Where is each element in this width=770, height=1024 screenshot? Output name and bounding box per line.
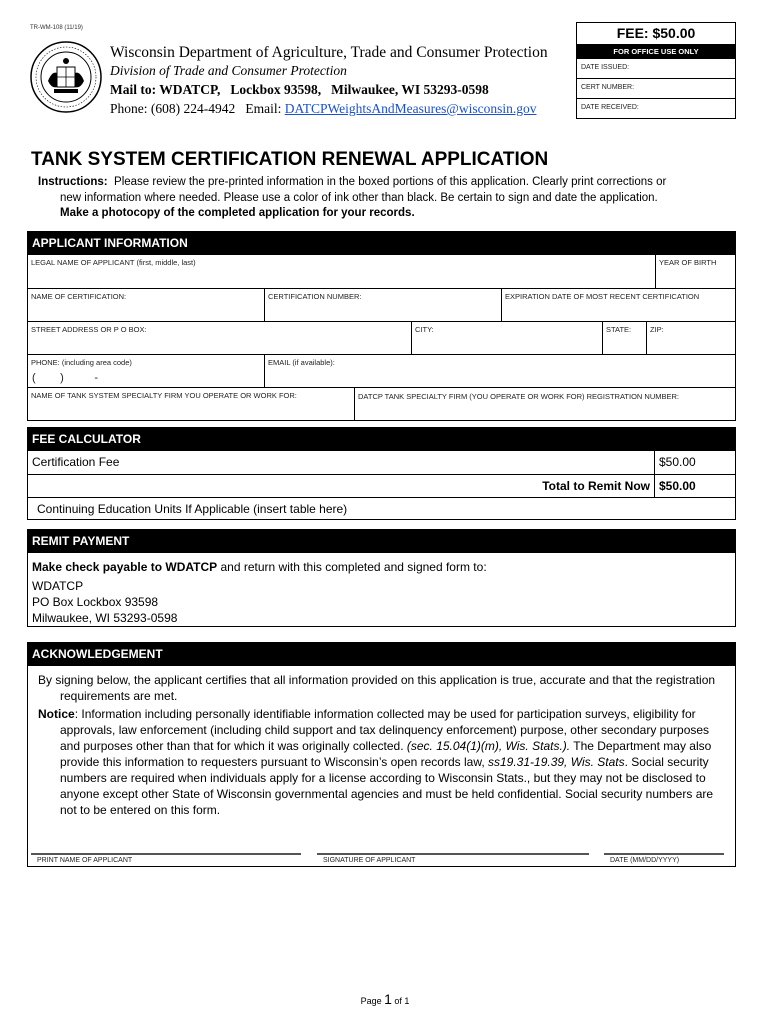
mail-address bbox=[110, 80, 548, 99]
page-num: 1 bbox=[384, 991, 392, 1007]
agency-block bbox=[110, 43, 548, 118]
form-id: TR-WM-108 (11/19) bbox=[30, 25, 83, 31]
zip-field[interactable]: ZIP: bbox=[646, 322, 735, 354]
agency-name: Wisconsin Department of Agriculture, Trade and Consumer Protection bbox=[110, 44, 548, 61]
firm-name-field[interactable]: NAME OF TANK SYSTEM SPECIALTY FIRM YOU OPERATE OR WORK FOR: bbox=[31, 391, 297, 400]
email-field[interactable]: EMAIL (if available): bbox=[264, 355, 735, 387]
street-field[interactable]: STREET ADDRESS OR P O BOX: bbox=[31, 325, 147, 334]
legal-name-field[interactable]: LEGAL NAME OF APPLICANT (first, middle, last) bbox=[31, 258, 196, 267]
notice-cite1: (sec. 15.04(1)(m), Wis. Stats.). bbox=[406, 739, 571, 753]
date-issued-field: DATE ISSUED: bbox=[577, 59, 735, 79]
contact-line bbox=[110, 99, 548, 118]
instructions-line1: Please review the pre-printed information in the boxed portions of this application. Clearly print corrections or bbox=[114, 176, 667, 188]
page-number bbox=[0, 991, 770, 1007]
remit-check-bold: Make check payable to WDATCP bbox=[32, 560, 218, 574]
ceu-note: Continuing Education Units If Applicable (insert table here) bbox=[37, 502, 348, 516]
phone-text: Phone: (608) 224-4942 bbox=[110, 101, 236, 116]
notice-label: Notice bbox=[38, 707, 75, 721]
office-use-label: FOR OFFICE USE ONLY bbox=[577, 45, 735, 59]
phone-field[interactable] bbox=[28, 355, 264, 387]
cert-name-field[interactable]: NAME OF CERTIFICATION: bbox=[31, 292, 127, 301]
cert-fee-label: Certification Fee bbox=[32, 455, 120, 469]
cert-fee-amount: $50.00 bbox=[654, 451, 735, 474]
ack-heading: ACKNOWLEDGEMENT bbox=[28, 643, 735, 666]
city-field[interactable]: CITY: bbox=[411, 322, 602, 354]
state-seal-icon bbox=[30, 41, 102, 113]
email-link[interactable]: DATCPWeightsAndMeasures@wisconsin.gov bbox=[284, 101, 537, 116]
instructions bbox=[38, 175, 738, 222]
state-field[interactable]: STATE: bbox=[602, 322, 646, 354]
office-use-box bbox=[576, 22, 736, 119]
remit-check-rest: and return with this completed and signed form to: bbox=[217, 560, 487, 574]
mail-city: Milwaukee, WI 53293-0598 bbox=[331, 82, 489, 97]
ack-para1: By signing below, the applicant certifies that all information provided on this application is true, accurate and that the registration requirements are met. bbox=[38, 673, 716, 703]
notice-a: : Information including personally identifiable information collected may be used for participation surveys, eligibility for approvals, law enforcement (including child support and tax delinquency enforcement) purpose, other secondary purposes and purposes other than that for which it was originally collected. bbox=[60, 707, 710, 753]
mail-lockbox: Lockbox 93598, bbox=[230, 82, 322, 97]
ack-notice bbox=[38, 706, 725, 818]
page-title: TANK SYSTEM CERTIFICATION RENEWAL APPLICATION bbox=[31, 149, 549, 170]
ack-section bbox=[27, 642, 736, 867]
signature-line[interactable]: SIGNATURE OF APPLICANT bbox=[317, 853, 589, 864]
cert-number-field: CERT NUMBER: bbox=[577, 79, 735, 99]
page-word: Page bbox=[360, 996, 382, 1006]
remit-addr2: PO Box Lockbox 93598 bbox=[32, 595, 159, 609]
email-label: Email: bbox=[245, 101, 282, 116]
total-label: Total to Remit Now bbox=[542, 479, 650, 493]
instructions-line3: Make a photocopy of the completed application for your records. bbox=[60, 207, 415, 219]
fee-heading: FEE CALCULATOR bbox=[28, 428, 735, 451]
phone-label: PHONE: (including area code) bbox=[31, 358, 132, 367]
instructions-label: Instructions: bbox=[38, 176, 108, 188]
remit-heading: REMIT PAYMENT bbox=[28, 530, 735, 553]
applicant-heading: APPLICANT INFORMATION bbox=[28, 232, 735, 255]
date-line[interactable]: DATE (MM/DD/YYYY) bbox=[604, 853, 724, 864]
page-of: of 1 bbox=[394, 996, 410, 1006]
notice-b: The Department may also provide this information to requesters pursuant to Wisconsin’s open records law, bbox=[60, 739, 712, 769]
remit-addr1: WDATCP bbox=[32, 579, 84, 593]
total-amount: $50.00 bbox=[654, 475, 735, 497]
date-received-field: DATE RECEIVED: bbox=[581, 104, 639, 111]
notice-c: . Social security numbers are required when individuals apply for a license according to Wisconsin Stats., but they may not be disclosed to anyone except other State of Wisconsin governmental agencies and must be held confidential. Social security numbers are not to be entered on this form. bbox=[60, 755, 714, 817]
remit-addr3: Milwaukee, WI 53293-0598 bbox=[32, 611, 178, 625]
notice-cite2: ss19.31-19.39, Wis. Stats bbox=[488, 755, 625, 769]
firm-reg-field[interactable]: DATCP TANK SPECIALTY FIRM (YOU OPERATE OR WORK FOR) REGISTRATION NUMBER: bbox=[354, 388, 735, 420]
cert-number-field-app[interactable]: CERTIFICATION NUMBER: bbox=[264, 289, 501, 321]
phone-format: ( ) - bbox=[32, 372, 98, 384]
fee-section bbox=[27, 427, 736, 520]
year-of-birth-field[interactable]: YEAR OF BIRTH bbox=[655, 255, 735, 288]
division-name: Division of Trade and Consumer Protection bbox=[110, 63, 347, 78]
instructions-line2: new information where needed. Please use a color of ink other than black. Be certain to sign and date the application. bbox=[60, 191, 658, 204]
applicant-section bbox=[27, 231, 736, 421]
remit-section bbox=[27, 529, 736, 627]
expiration-field[interactable]: EXPIRATION DATE OF MOST RECENT CERTIFICATION bbox=[501, 289, 735, 321]
mail-prefix: Mail to: WDATCP, bbox=[110, 82, 221, 97]
fee-amount: FEE: $50.00 bbox=[577, 23, 735, 45]
print-name-line[interactable]: PRINT NAME OF APPLICANT bbox=[31, 853, 301, 864]
